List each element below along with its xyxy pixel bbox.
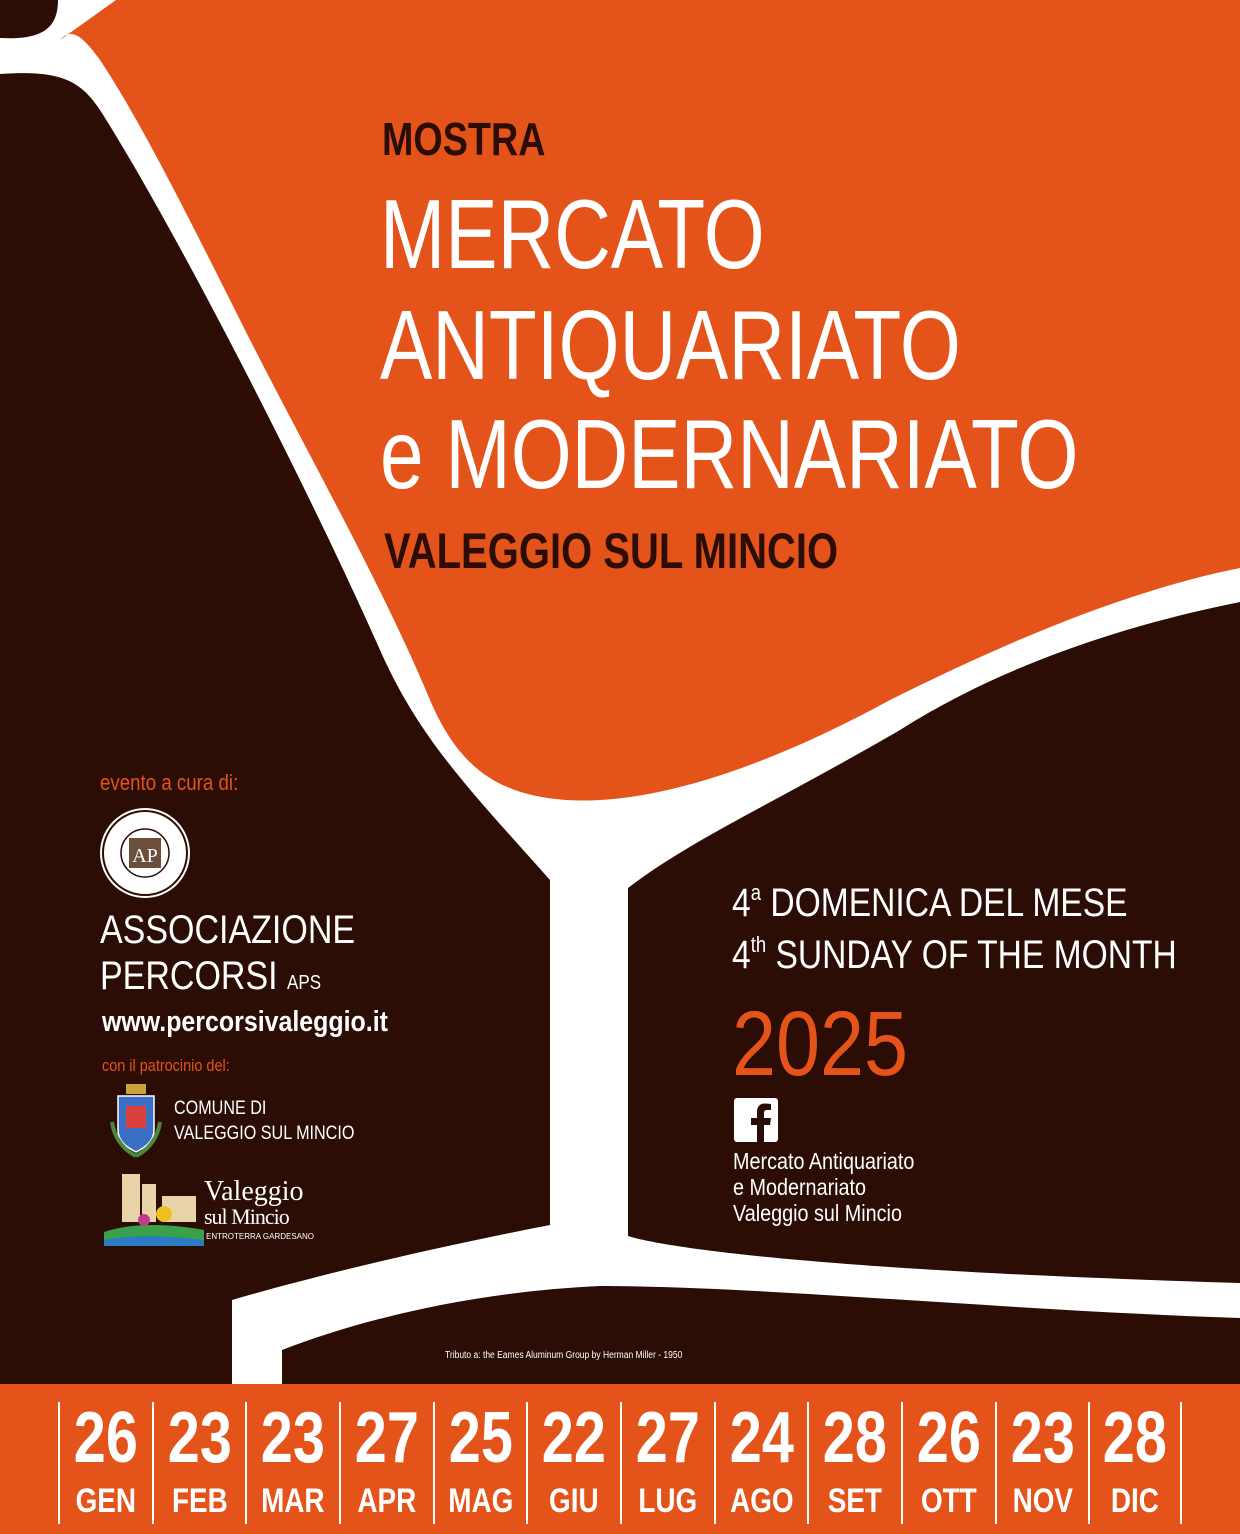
date-month: GEN — [75, 1482, 137, 1520]
date-day: 27 — [354, 1398, 419, 1478]
date-day: 24 — [729, 1398, 794, 1478]
schedule-italian — [732, 880, 1128, 926]
organizer-name-line-2 — [100, 956, 321, 996]
date-cell — [901, 1398, 995, 1524]
date-day: 26 — [916, 1398, 981, 1478]
date-month: APR — [357, 1482, 417, 1520]
date-cell — [339, 1398, 433, 1524]
date-day: 23 — [261, 1398, 326, 1478]
schedule-italian-text: DOMENICA DEL MESE — [760, 881, 1128, 925]
date-day: 27 — [635, 1398, 700, 1478]
date-day: 23 — [1010, 1398, 1075, 1478]
date-month: NOV — [1012, 1482, 1073, 1520]
date-cell — [714, 1398, 808, 1524]
kicker-text: MOSTRA — [382, 113, 546, 165]
comune-line-2: VALEGGIO SUL MINCIO — [174, 1123, 355, 1144]
schedule-english-num: 4 — [732, 933, 751, 977]
comune-line-1: COMUNE DI — [174, 1098, 267, 1119]
schedule-english-text: SUNDAY OF THE MONTH — [766, 933, 1177, 977]
facebook-page-line-3[interactable]: Valeggio sul Mincio — [733, 1200, 902, 1226]
date-cell — [995, 1398, 1089, 1524]
schedule-english — [732, 932, 1177, 978]
facebook-icon[interactable] — [734, 1098, 778, 1142]
patronage-label: con il patrocinio del: — [102, 1056, 230, 1075]
valeggio-tourism-logo-graphic — [102, 1168, 206, 1246]
date-month: DIC — [1111, 1482, 1160, 1520]
date-month: MAG — [447, 1482, 513, 1520]
date-month: SET — [827, 1482, 883, 1520]
date-list — [58, 1398, 1182, 1524]
associazione-percorsi-seal-logo — [98, 806, 192, 900]
facebook-page-line-2[interactable]: e Modernariato — [733, 1174, 867, 1200]
date-month: AGO — [729, 1482, 794, 1520]
tribute-credit: Tributo a: the Eames Aluminum Group by Herman Miller - 1950 — [445, 1350, 683, 1361]
seal-monogram: AP — [132, 845, 158, 867]
schedule-english-sup: th — [750, 932, 767, 957]
tourism-logo-line-3: ENTROTERRA GARDESANO — [206, 1232, 315, 1241]
date-day: 28 — [823, 1398, 888, 1478]
curator-label: evento a cura di: — [100, 770, 239, 795]
date-month: FEB — [171, 1482, 228, 1520]
date-cell — [526, 1398, 620, 1524]
schedule-italian-num: 4 — [732, 881, 751, 925]
date-cell — [152, 1398, 246, 1524]
date-month: LUG — [638, 1482, 698, 1520]
date-day: 26 — [73, 1398, 138, 1478]
date-cell — [58, 1398, 152, 1524]
event-year: 2025 — [732, 993, 909, 1095]
date-month: GIU — [549, 1482, 599, 1520]
date-day: 23 — [167, 1398, 232, 1478]
title-line-2: ANTIQUARIATO — [380, 290, 961, 400]
date-cell — [807, 1398, 901, 1524]
tourism-logo-line-1: Valeggio — [204, 1176, 304, 1207]
date-day: 22 — [542, 1398, 607, 1478]
title-line-3: e MODERNARIATO — [380, 399, 1079, 509]
date-cell — [1088, 1398, 1182, 1524]
facebook-page-line-1[interactable]: Mercato Antiquariato — [733, 1148, 915, 1174]
date-day: 28 — [1103, 1398, 1168, 1478]
date-cell — [245, 1398, 339, 1524]
date-day: 25 — [448, 1398, 513, 1478]
date-cell — [620, 1398, 714, 1524]
date-month: OTT — [920, 1482, 977, 1520]
dates-bar — [0, 1384, 1240, 1534]
date-month: MAR — [261, 1482, 325, 1520]
title-line-1: MERCATO — [380, 179, 765, 289]
date-cell — [433, 1398, 527, 1524]
organizer-name-suffix: APS — [287, 972, 322, 994]
organizer-name-line-2-text: PERCORSI — [100, 954, 278, 998]
organizer-name-line-1: ASSOCIAZIONE — [100, 908, 356, 952]
location-text: VALEGGIO SUL MINCIO — [384, 523, 839, 579]
organizer-website-link[interactable]: www.percorsivaleggio.it — [102, 1006, 388, 1038]
schedule-italian-sup: a — [750, 880, 761, 905]
comune-coat-of-arms-logo — [106, 1082, 166, 1162]
tourism-logo-line-2: sul Mincio — [204, 1204, 289, 1229]
